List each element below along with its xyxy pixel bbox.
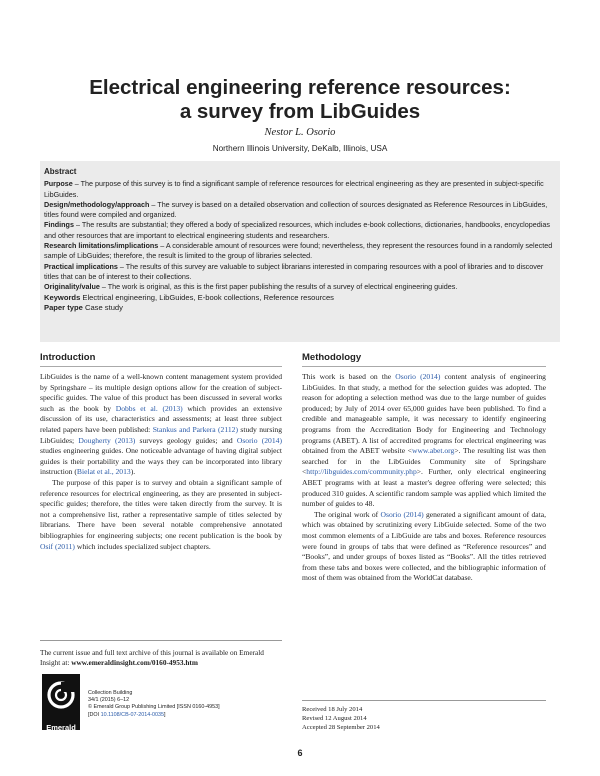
abstract-purpose: Purpose – The purpose of this survey is to find a significant sample of reference resources for electrical engineering as they are presented in subject-specific LibGuides. [44, 179, 544, 199]
abstract-box [40, 161, 560, 342]
methodology-heading: Methodology [302, 352, 362, 363]
dates-list [302, 705, 546, 732]
article-dates [302, 700, 546, 732]
footnote-url[interactable]: www.emeraldinsight.com/0160-4953.htm [71, 658, 198, 667]
date-accepted: Accepted 28 September 2014 [302, 724, 380, 731]
page-number: 6 [297, 748, 303, 758]
copyright: © Emerald Group Publishing Limited [ISSN 0160-4953] [88, 704, 220, 711]
introduction-body [40, 372, 282, 552]
abstract-findings: Findings – The results are substantial; they offered a body of specialized resources, which includes e-book collections, dictionaries, handbooks, encyclopedias and other resources that are important to electrical engineering students and researchers. [44, 220, 550, 240]
introduction-rule [40, 366, 282, 367]
citation-link[interactable]: Dougherty (2013) [78, 435, 136, 445]
publisher-info [88, 690, 288, 719]
abstract-paper-type: Paper type Case study [44, 302, 123, 312]
citation-link[interactable]: Stankus and Parkera (2112) [152, 424, 238, 434]
citation-link[interactable]: Bielat et al., 2013 [76, 467, 131, 477]
journal-footnote [40, 640, 282, 668]
abstract-design: Design/methodology/approach – The survey is based on a detailed observation and collection of sources designated as Reference Resources in LibGuides, titles found were compiled and organized. [44, 199, 548, 220]
date-received: Received 18 July 2014 [302, 706, 363, 713]
title-line-2: a survey from LibGuides [179, 100, 421, 123]
doi: [DOI 10.1108/CB-07-2014-0035] [88, 711, 166, 718]
emerald-logo [42, 674, 80, 730]
footnote-rule [40, 640, 282, 641]
abstract-limitations: Research limitations/implications – A considerable amount of resources were found; nevertheless, they represent the resources found in a randomly selected sample of LibGuides; therefore, the result is limited to the group of libraries selected. [44, 241, 553, 261]
abstract-heading: Abstract [44, 167, 77, 176]
introduction-heading: Introduction [40, 352, 96, 363]
citation-link[interactable]: Osif (2011) [40, 541, 75, 551]
introduction-paragraph-2: The purpose of this paper is to survey and obtain a significant sample of reference resources for electrical engineering, as they are presented in subject-specific guides; therefore, the titles were taken directly from the survey. It is not a comprehensive list, rather a representative sample of titles selected by librarians. There have been several notable comprehensive annotated bibliographies for engineering subjects; one recent publication is the book by Osif (2011) which includes specialized subject chapters. [40, 477, 282, 551]
journal-name: Collection Building [88, 690, 133, 696]
abstract-practical: Practical implications – The results of this survey are valuable to subject librarians interested in comparing resources with a pool of libraries and to discover titles that can be of interest to their collections. [44, 261, 544, 281]
citation-link[interactable]: Osorio (2014) [380, 509, 424, 519]
author-affiliation: Northern Illinois University, DeKalb, Illinois, USA [212, 144, 388, 153]
methodology-body [302, 372, 546, 584]
methodology-section [302, 352, 546, 584]
introduction-paragraph-1: LibGuides is the name of a well-known content management system provided by Springshare – its multiple design options allow for the creation of subject-specific guides. The value of this product has been discussed in several works such as the book by Dobbs et al. (2013) which provides an extensive discussion of its use, characteristics and assessments; at least three subject related papers have been published: Stankus and Parkera (2112) study nursing LibGuides; Dougherty (2013) surveys geology guides; and Osorio (2014) studies engineering guides. One noticeable advantage of having digital subject guides is their portability and the ways they can be incorporated into library instruction (Bielat et al., 2013). [40, 372, 282, 477]
abstract-keywords: Keywords Electrical engineering, LibGuides, E-book collections, Reference resources [44, 292, 334, 302]
methodology-paragraph-2: The original work of Osorio (2014) generated a significant amount of data, which was obtained by scrutinizing every LibGuide selected. Some of the two most common elements of a LibGuide are tabs and boxes. Reference resources were found in groups of tabs that were defined as “Reference resources” and “Books”, and under groups of boxes listed as “Books”. All the titles retrieved from these tabs and boxes were collected, and the bibliographic information of most of them was obtained from the WorldCat database. [302, 509, 546, 583]
emerald-logo-icon [42, 674, 80, 716]
journal-volume: 34/1 (2015) 6–12 [88, 697, 130, 704]
emerald-logo-text: Emerald [46, 723, 76, 732]
article-title [0, 76, 600, 124]
citation-link[interactable]: Osorio (2014) [236, 435, 282, 445]
author-name: Nestor L. Osorio [264, 127, 336, 138]
abstract-originality: Originality/value – The work is original, as this is the first paper publishing the results of a survey of electrical engineering guides. [44, 282, 458, 292]
doi-link[interactable]: 10.1108/CB-07-2014-0035 [100, 711, 165, 718]
methodology-rule [302, 366, 546, 367]
abet-url-link[interactable]: www.abet.org [411, 446, 455, 456]
title-line-1: Electrical engineering reference resources: [89, 76, 511, 99]
libguides-url-link[interactable]: http://libguides.com/community.php [306, 467, 417, 477]
methodology-paragraph-1: This work is based on the Osorio (2014) content analysis of engineering LibGuides. In that study, a method for the selection guides was adopted. The reason for adopting a selection method was due to the large number of guides produced; by July of 2014 over 65,000 guides have been published. To find a credible and manageable sample, it was necessary to identify engineering programs from the Accreditation Body for Engineering and Technology programs (ABET). A list of accredited programs for electrical engineering was obtained from the ABET website <www.abet.org>. The resulting list was then searched for in the LibGuides Community site of Springshare <http://libguides.com/community.php>. Further, only electrical engineering ABET programs with at least a master's degree offering were selected; this produced 310 guides. A scientific random sample was applied which limited the number of guides to 48. [302, 372, 546, 509]
introduction-section [40, 352, 282, 552]
dates-rule [302, 700, 546, 701]
footnote-text: The current issue and full text archive of this journal is available on Emerald Insight at: www.emeraldinsight.com/0160-4953.htm [40, 648, 264, 667]
date-revised: Revised 12 August 2014 [302, 715, 367, 722]
citation-link[interactable]: Osorio (2014) [395, 372, 441, 381]
citation-link[interactable]: Dobbs et al. (2013) [115, 403, 183, 413]
